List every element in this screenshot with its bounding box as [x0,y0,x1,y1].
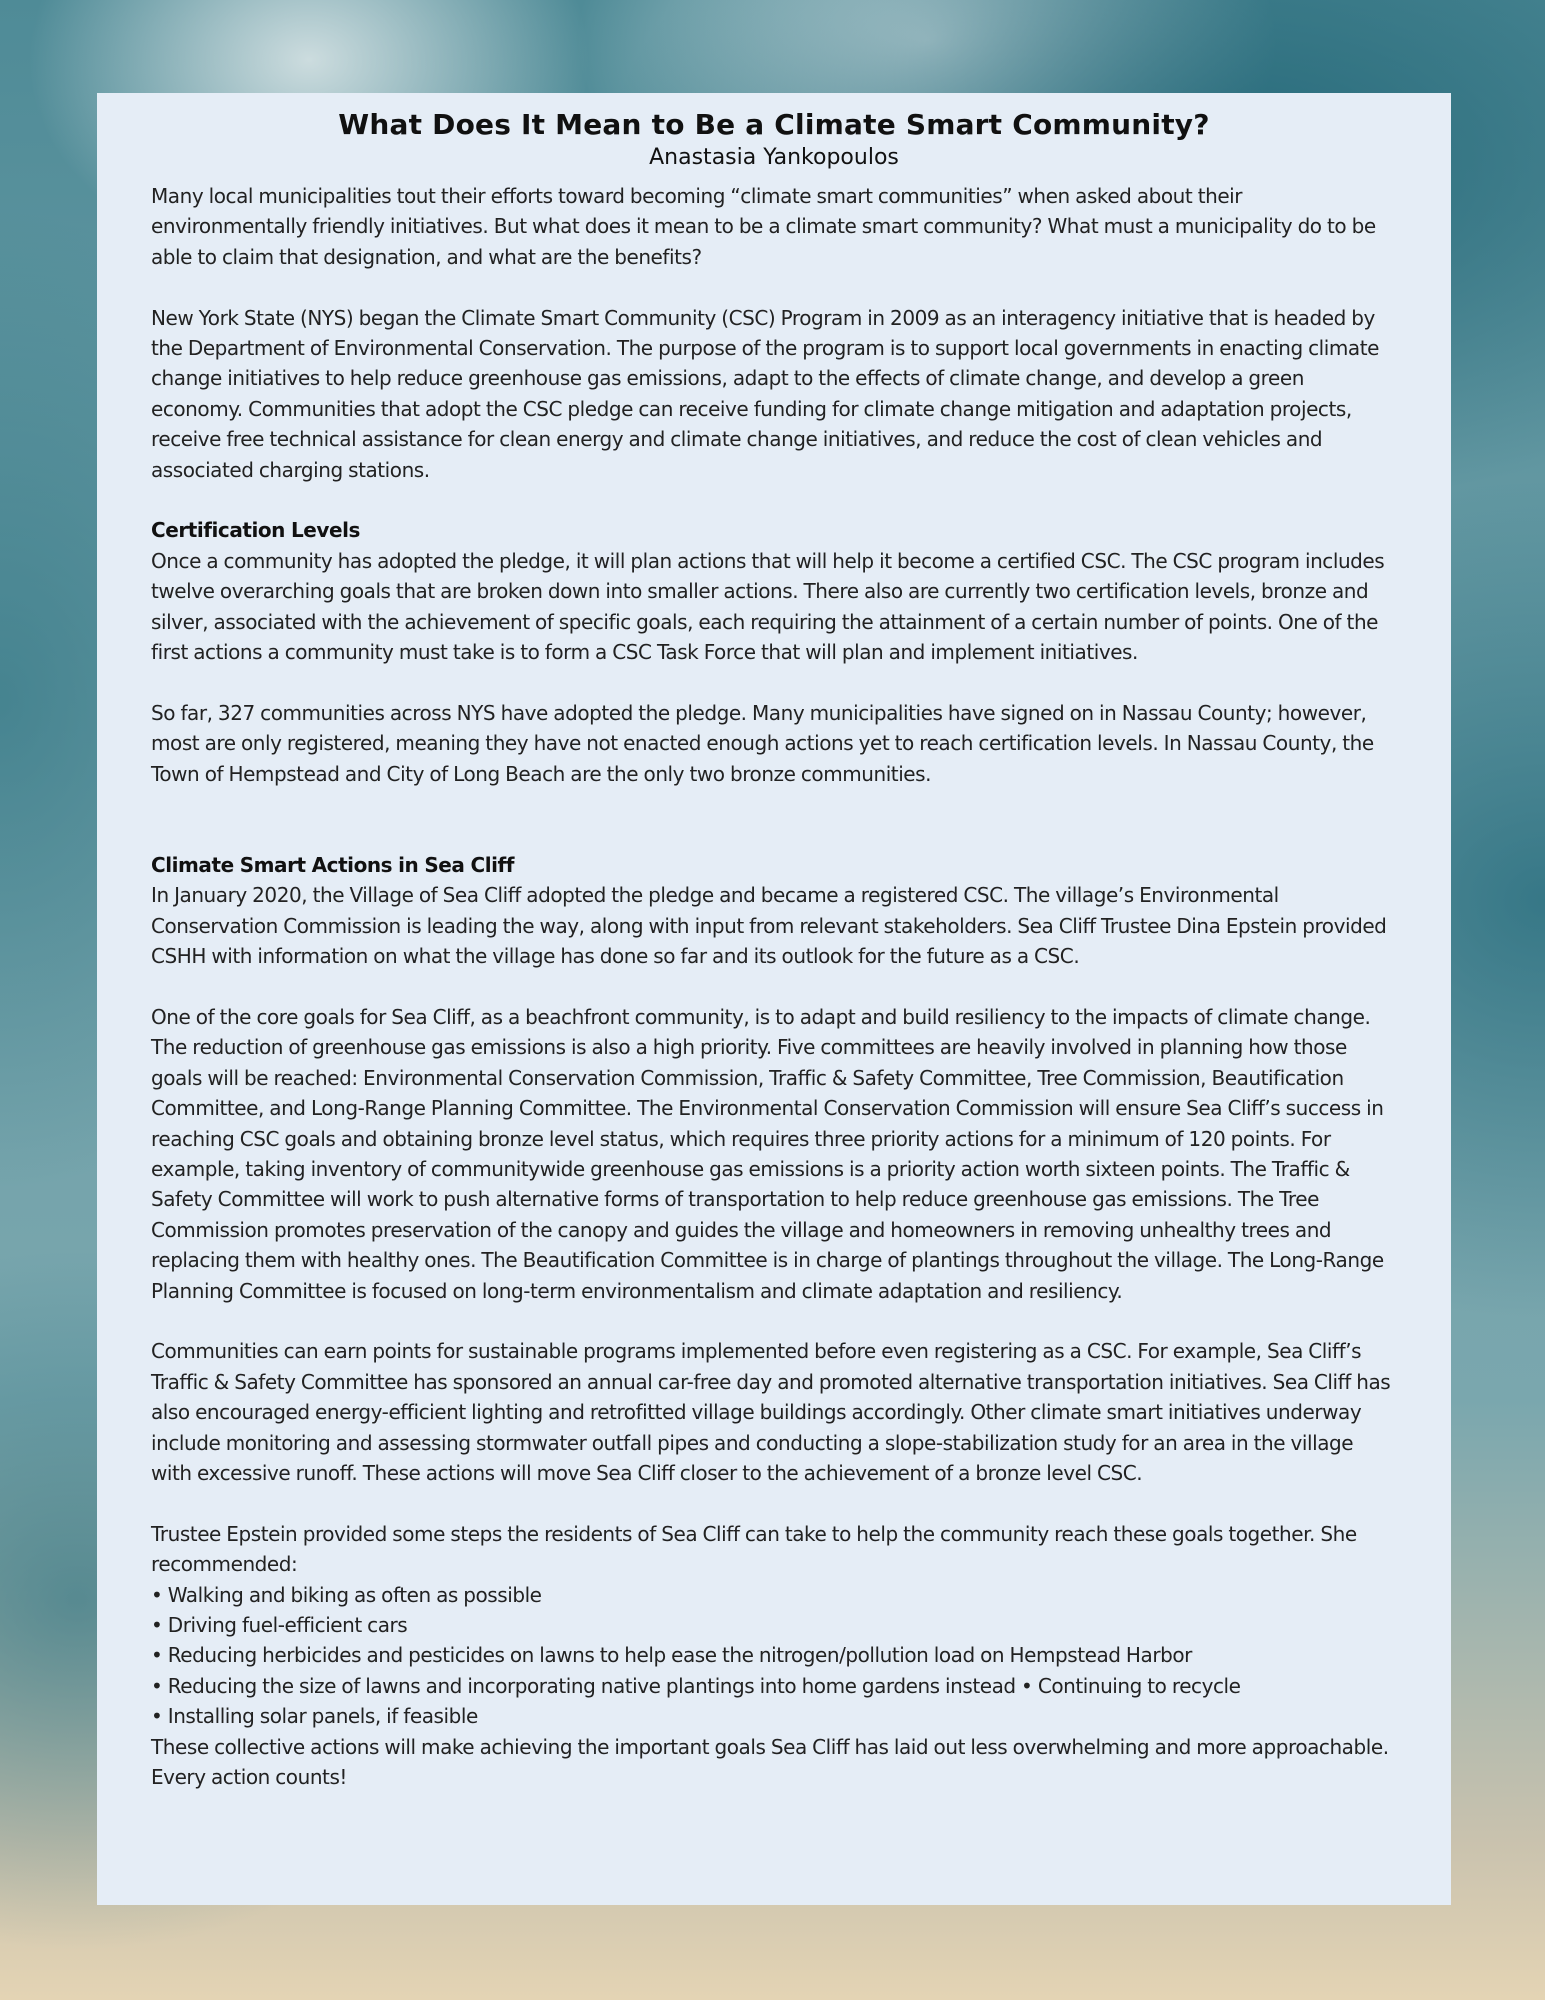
paragraph-recommendations-intro: Trustee Epstein provided some steps the residents of Sea Cliff can take to help the community reach these goals together. She recommended: [151,1521,1357,1577]
list-item: • Walking and biking as often as possible [151,1582,542,1607]
section-recommendations [151,1519,1397,1793]
list-item: • Reducing the size of lawns and incorporating native plantings into home gardens instead • Continuing to recycle [151,1673,1241,1698]
paragraph-nys-communities: So far, 327 communities across NYS have adopted the pledge. Many municipalities have signed on in Nassau County; however, most are only registered, meaning they have not enacted enough actions yet to reach certification levels. In Nassau County, the Town of Hempstead and City of Long Beach are the only two bronze communities. [151,700,1374,786]
paragraph-sea-cliff-pledge: In January 2020, the Village of Sea Cliff adopted the pledge and became a registered CSC. The village’s Environmental Conservation Commission is leading the way, along with input from relevant stakeholders. Sea Cliff Trustee Dina Epstein provided CSHH with information on what the village has done so far and its outlook for the future as a CSC. [151,883,1387,969]
paragraph-intro: Many local municipalities tout their efforts toward becoming “climate smart communities” when asked about their environmentally friendly initiatives. But what does it mean to be a climate smart community? What must a municipality do to be able to claim that designation, and what are the benefits? [151,184,1376,269]
list-item: • Installing solar panels, if feasible [151,1704,478,1729]
list-item: • Driving fuel-efficient cars [151,1612,408,1637]
paragraph-earning-points: Communities can earn points for sustainable programs implemented before even registering as a CSC. For example, Sea Cliff’s Traffic & Safety Committee has sponsored an annual car-free day and promoted alternative transportation initiatives. Sea Cliff has also encouraged energy-efficient lighting and retrofitted village buildings accordingly. Other climate smart initiatives underway include monitoring and assessing stormwater outfall pipes and conducting a slope-stabilization study for an area in the village with excessive runoff. These actions will move Sea Cliff closer to the achievement of a bronze level CSC. [151,1339,1391,1485]
article-panel [97,93,1451,1905]
article-title: What Does It Mean to Be a Climate Smart Community? [338,108,1210,141]
section-heading-certification-levels: Certification Levels [151,518,360,543]
paragraph-program-background: New York State (NYS) began the Climate Smart Community (CSC) Program in 2009 as an interagency initiative that is headed by the Department of Environmental Conservation. The purpose of the program is to support local governments in enacting climate change initiatives to help reduce greenhouse gas emissions, adapt to the effects of climate change, and develop a green economy. Communities that adopt the CSC pledge can receive funding for climate change mitigation and adaptation projects, receive free technical assistance for clean energy and climate change initiatives, and reduce the cost of clean vehicles and associated charging stations. [151,305,1379,482]
section-sea-cliff-actions [151,850,1397,972]
paragraph-certification: Once a community has adopted the pledge, it will plan actions that will help it become a certified CSC. The CSC program includes twelve overarching goals that are broken down into smaller actions. There also are currently two certification levels, bronze and silver, associated with the achievement of specific goals, each requiring the attainment of a certain number of points. One of the first actions a community must take is to form a CSC Task Force that will plan and implement initiatives. [151,548,1385,665]
paragraph-closing: These collective actions will make achieving the important goals Sea Cliff has laid out less overwhelming and more approachable. Every action counts! [151,1734,1389,1790]
list-item: • Reducing herbicides and pesticides on lawns to help ease the nitrogen/pollution load on Hempstead Harbor [151,1643,1192,1668]
article-body [151,181,1397,1792]
article-author: Anastasia Yankopoulos [649,145,899,170]
section-certification-levels [151,515,1397,667]
section-heading-sea-cliff: Climate Smart Actions in Sea Cliff [151,852,515,877]
paragraph-core-goals: One of the core goals for Sea Cliff, as a beachfront community, is to adapt and build resiliency to the impacts of climate change. The reduction of greenhouse gas emissions is also a high priority. Five committees are heavily involved in planning how those goals will be reached: Environmental Conservation Commission, Traffic & Safety Committee, Tree Commission, Beautification Committee, and Long-Range Planning Committee. The Environmental Conservation Commission will ensure Sea Cliff’s success in reaching CSC goals and obtaining bronze level status, which requires three priority actions for a minimum of 120 points. For example, taking inventory of communitywide greenhouse gas emissions is a priority action worth sixteen points. The Traffic & Safety Committee will work to push alternative forms of transportation to help reduce greenhouse gas emissions. The Tree Commission promotes preservation of the canopy and guides the village and homeowners in removing unhealthy trees and replacing them with healthy ones. The Beautification Committee is in charge of plantings throughout the village. The Long-Range Planning Committee is focused on long-term environmentalism and climate adaptation and resiliency. [151,1004,1384,1303]
